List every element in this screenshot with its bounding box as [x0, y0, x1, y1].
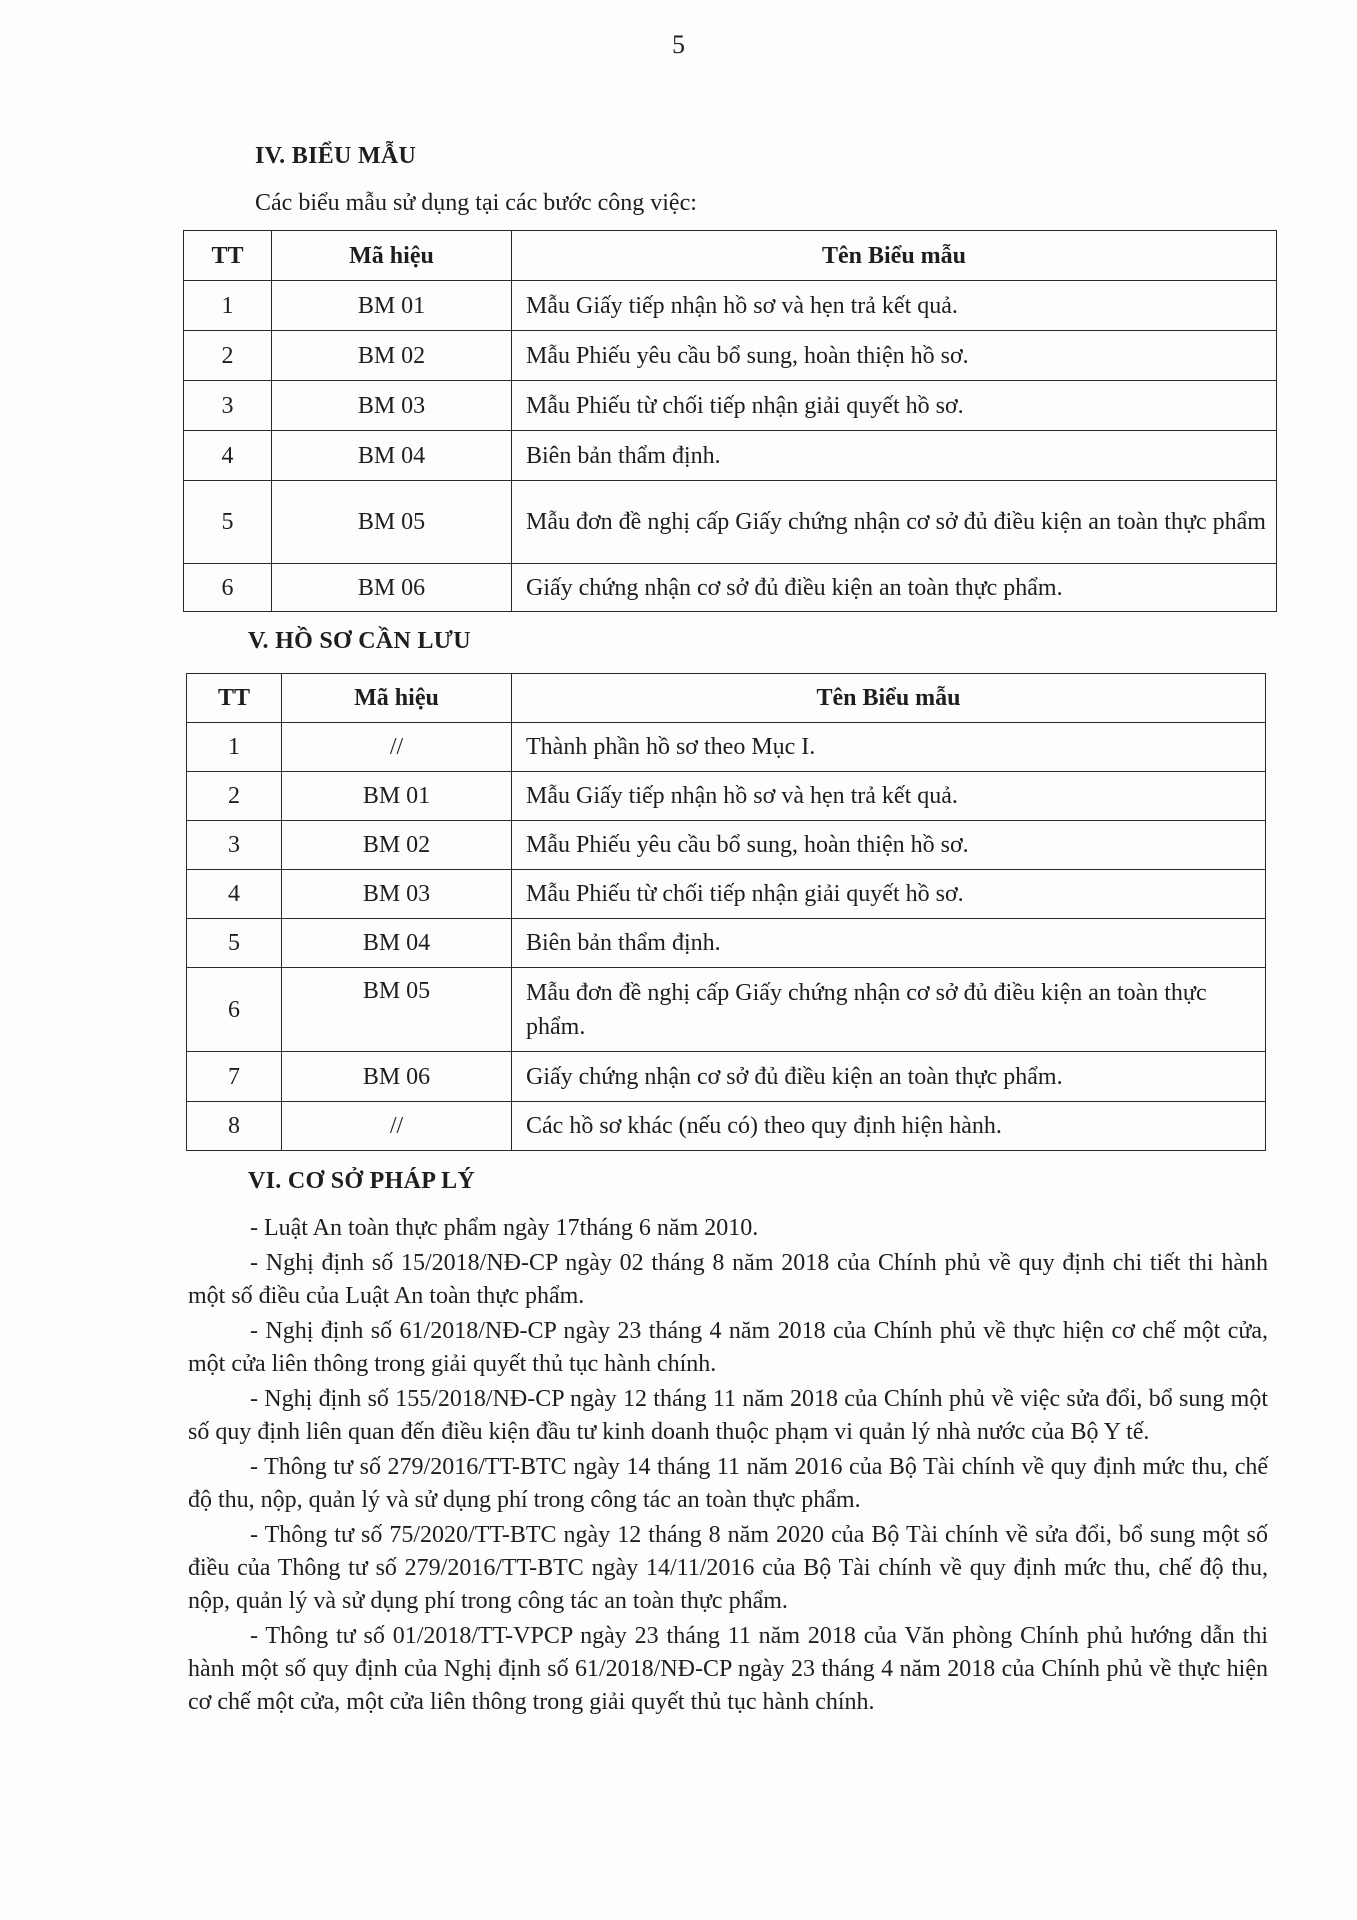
row-tt: 2 [187, 772, 282, 821]
table-header-row [184, 231, 1277, 281]
section-6-title: VI. CƠ SỞ PHÁP LÝ [248, 1168, 476, 1194]
table-row [187, 723, 1266, 772]
legal-item: - Nghị định số 15/2018/NĐ-CP ngày 02 tháng 8 năm 2018 của Chính phủ về quy định chi tiết thi hành một số điều của Luật An toàn thực phẩm. [188, 1250, 1268, 1309]
table-row [187, 870, 1266, 919]
row-name: Mẫu Phiếu yêu cầu bổ sung, hoàn thiện hồ sơ. [512, 821, 1266, 870]
row-tt: 6 [184, 564, 272, 612]
row-code: BM 06 [272, 564, 512, 612]
table-header-row [187, 674, 1266, 723]
row-name: Biên bản thẩm định. [512, 919, 1266, 968]
row-tt: 4 [187, 870, 282, 919]
row-code: BM 04 [272, 431, 512, 481]
header-tt: TT [187, 674, 282, 723]
row-code: BM 04 [282, 919, 512, 968]
row-code: // [282, 1102, 512, 1151]
row-tt: 3 [187, 821, 282, 870]
row-code: BM 02 [272, 331, 512, 381]
table-row [187, 919, 1266, 968]
legal-item: - Thông tư số 01/2018/TT-VPCP ngày 23 tháng 11 năm 2018 của Văn phòng Chính phủ hướng dẫn thi hành một số quy định của Nghị định số 61/2018/NĐ-CP ngày 23 tháng 4 năm 2018 của Chính phủ về thực hiện cơ chế một cửa, một cửa liên thông trong giải quyết thủ tục hành chính. [188, 1623, 1268, 1715]
row-name: Mẫu Giấy tiếp nhận hồ sơ và hẹn trả kết quả. [512, 281, 1277, 331]
row-code: BM 03 [282, 870, 512, 919]
row-tt: 8 [187, 1102, 282, 1151]
section-4-intro: Các biểu mẫu sử dụng tại các bước công việc: [255, 190, 697, 216]
legal-item: - Nghị định số 155/2018/NĐ-CP ngày 12 tháng 11 năm 2018 của Chính phủ về việc sửa đổi, bổ sung một số quy định liên quan đến điều kiện đầu tư kinh doanh thuộc phạm vi quản lý nhà nước của Bộ Y tế. [188, 1386, 1268, 1445]
header-name: Tên Biểu mẫu [512, 231, 1277, 281]
row-name: Mẫu Phiếu yêu cầu bổ sung, hoàn thiện hồ sơ. [512, 331, 1277, 381]
row-code: BM 01 [272, 281, 512, 331]
row-name: Các hồ sơ khác (nếu có) theo quy định hiện hành. [512, 1102, 1266, 1151]
row-name: Mẫu Phiếu từ chối tiếp nhận giải quyết hồ sơ. [512, 381, 1277, 431]
records-table [186, 673, 1266, 1151]
table-row [187, 968, 1266, 1052]
header-code: Mã hiệu [282, 674, 512, 723]
row-name: Biên bản thẩm định. [512, 431, 1277, 481]
row-name: Mẫu đơn đề nghị cấp Giấy chứng nhận cơ sở đủ điều kiện an toàn thực phẩm. [512, 968, 1266, 1052]
legal-basis-list [188, 1212, 1268, 1719]
row-tt: 1 [184, 281, 272, 331]
header-name: Tên Biểu mẫu [512, 674, 1266, 723]
table-row [184, 481, 1277, 564]
row-name: Mẫu Phiếu từ chối tiếp nhận giải quyết hồ sơ. [512, 870, 1266, 919]
table-row [184, 564, 1277, 612]
row-name: Giấy chứng nhận cơ sở đủ điều kiện an toàn thực phẩm. [512, 564, 1277, 612]
table-row [187, 1102, 1266, 1151]
section-5-title: V. HỒ SƠ CẦN LƯU [248, 628, 471, 654]
legal-item: - Luật An toàn thực phẩm ngày 17tháng 6 năm 2010. [250, 1215, 759, 1241]
table-row [184, 281, 1277, 331]
row-code: BM 05 [272, 481, 512, 564]
legal-item: - Thông tư số 75/2020/TT-BTC ngày 12 tháng 8 năm 2020 của Bộ Tài chính về sửa đổi, bổ sung một số điều của Thông tư số 279/2016/TT-BTC ngày 14/11/2016 của Bộ Tài chính về quy định mức thu, chế độ thu, nộp, quản lý và sử dụng phí trong công tác an toàn thực phẩm. [188, 1522, 1268, 1614]
row-tt: 6 [187, 968, 282, 1052]
legal-item: - Nghị định số 61/2018/NĐ-CP ngày 23 tháng 4 năm 2018 của Chính phủ về thực hiện cơ chế một cửa, một cửa liên thông trong giải quyết thủ tục hành chính. [188, 1318, 1268, 1377]
table-row [187, 821, 1266, 870]
row-tt: 3 [184, 381, 272, 431]
section-4-title: IV. BIỂU MẪU [255, 143, 417, 169]
page-number: 5 [672, 30, 685, 59]
row-tt: 1 [187, 723, 282, 772]
table-row [184, 331, 1277, 381]
row-name: Mẫu đơn đề nghị cấp Giấy chứng nhận cơ sở đủ điều kiện an toàn thực phẩm [512, 481, 1277, 564]
row-tt: 5 [187, 919, 282, 968]
table-row [187, 1052, 1266, 1102]
row-name: Giấy chứng nhận cơ sở đủ điều kiện an toàn thực phẩm. [512, 1052, 1266, 1102]
row-code: BM 06 [282, 1052, 512, 1102]
row-code: BM 02 [282, 821, 512, 870]
row-code: BM 01 [282, 772, 512, 821]
row-name: Mẫu Giấy tiếp nhận hồ sơ và hẹn trả kết quả. [512, 772, 1266, 821]
legal-item: - Thông tư số 279/2016/TT-BTC ngày 14 tháng 11 năm 2016 của Bộ Tài chính về quy định mức thu, chế độ thu, nộp, quản lý và sử dụng phí trong công tác an toàn thực phẩm. [188, 1454, 1268, 1513]
row-code: BM 05 [282, 968, 512, 1052]
header-tt: TT [184, 231, 272, 281]
row-tt: 5 [184, 481, 272, 564]
table-row [187, 772, 1266, 821]
row-code: BM 03 [272, 381, 512, 431]
header-code: Mã hiệu [272, 231, 512, 281]
table-row [184, 381, 1277, 431]
table-row [184, 431, 1277, 481]
row-tt: 2 [184, 331, 272, 381]
row-code: // [282, 723, 512, 772]
row-name: Thành phần hồ sơ theo Mục I. [512, 723, 1266, 772]
row-tt: 7 [187, 1052, 282, 1102]
forms-table [183, 230, 1277, 612]
row-tt: 4 [184, 431, 272, 481]
